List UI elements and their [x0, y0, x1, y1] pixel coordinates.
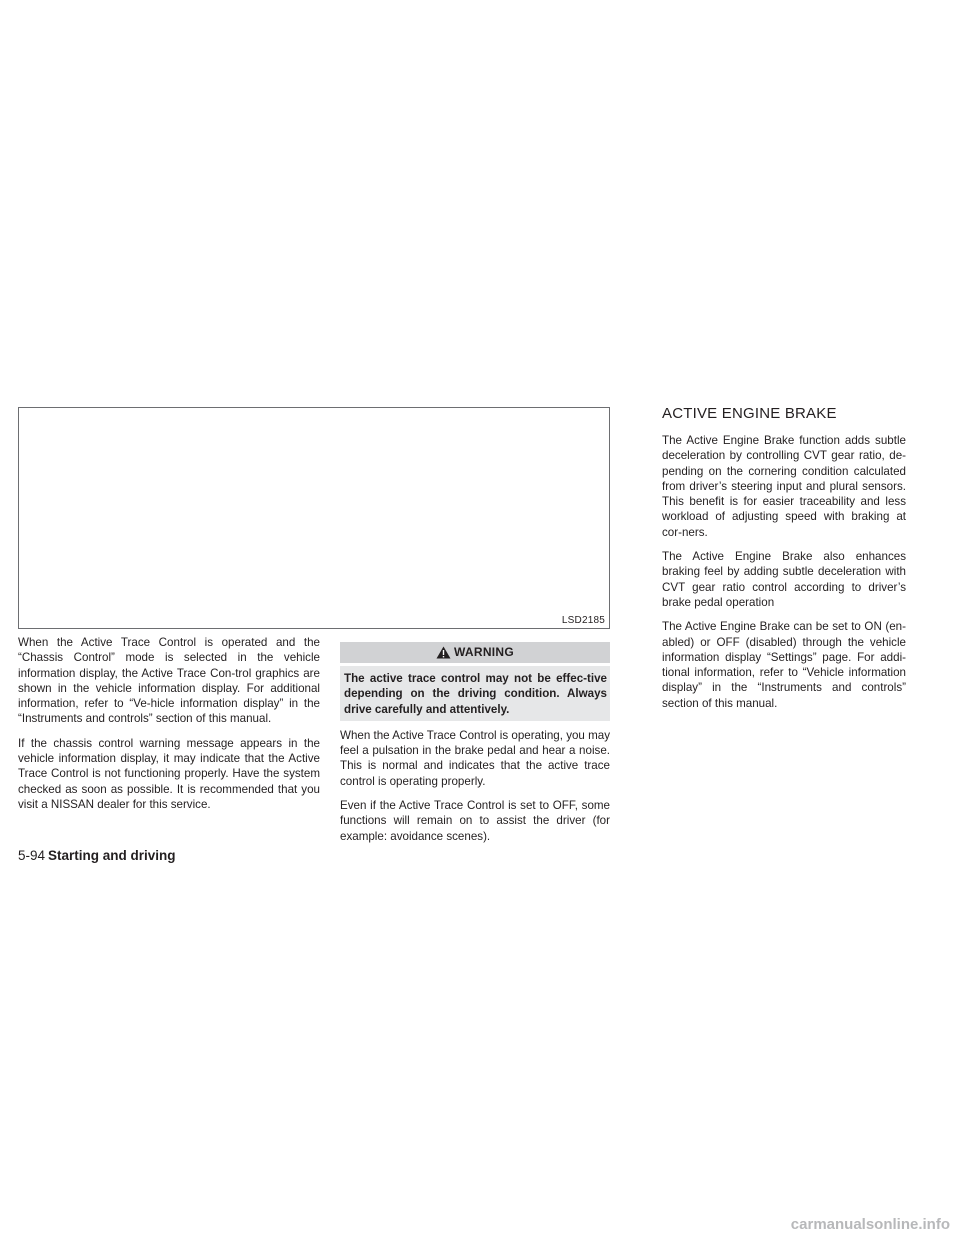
page-footer	[18, 848, 176, 863]
paragraph: The Active Engine Brake function adds subtle deceleration by controlling CVT gear ratio, de-pending on the cornering condition calculated from driver’s steering input and plural sensors. This benefit is for easier traceability and less workload of adjusting speed with braking at cor-ners.	[662, 434, 906, 539]
column-middle	[340, 642, 610, 853]
warning-triangle-icon	[436, 646, 451, 659]
paragraph: If the chassis control warning message appears in the vehicle information display, it may indicate that the Active Trace Control is not functioning properly. Have the system checked as soon as possible. It is recommended that you visit a NISSAN dealer for this service.	[18, 736, 320, 811]
warning-text: The active trace control may not be effec-tive depending on the driving condition. Always drive carefully and attentively.	[340, 666, 610, 721]
figure-code: LSD2185	[561, 615, 605, 626]
section-name: Starting and driving	[48, 848, 176, 863]
illustration-frame	[18, 407, 610, 629]
paragraph: The Active Engine Brake can be set to ON (en-abled) or OFF (disabled) through the vehicle information display “Settings” page. For addi-tional information, refer to “Vehicle information display” in the “Instruments and controls” section of this manual.	[662, 620, 906, 710]
paragraph: When the Active Trace Control is operating, you may feel a pulsation in the brake pedal and hear a noise. This is normal and indicates that the active trace control is operating properly.	[340, 728, 611, 788]
warning-heading-text: WARNING	[453, 644, 515, 659]
column-left	[18, 635, 320, 821]
section-title: ACTIVE ENGINE BRAKE	[662, 405, 837, 422]
paragraph: The Active Engine Brake also enhances braking feel by adding subtle deceleration with CVT gear ratio control according to driver’s brake pedal operation	[662, 550, 906, 609]
paragraph: When the Active Trace Control is operated and the “Chassis Control” mode is selected in the vehicle information display, the Active Trace Con-trol graphics are shown in the vehicle information display. For additional information, refer to “Ve-hicle information display” in the “Instruments and controls” section of this manual.	[18, 636, 320, 726]
warning-heading	[340, 642, 610, 663]
watermark: carmanualsonline.info	[790, 1216, 950, 1233]
page-number: 5-94	[18, 848, 46, 863]
paragraph: Even if the Active Trace Control is set to OFF, some functions will remain on to assist the driver (for example: avoidance scenes).	[340, 799, 610, 843]
column-right	[662, 405, 906, 720]
